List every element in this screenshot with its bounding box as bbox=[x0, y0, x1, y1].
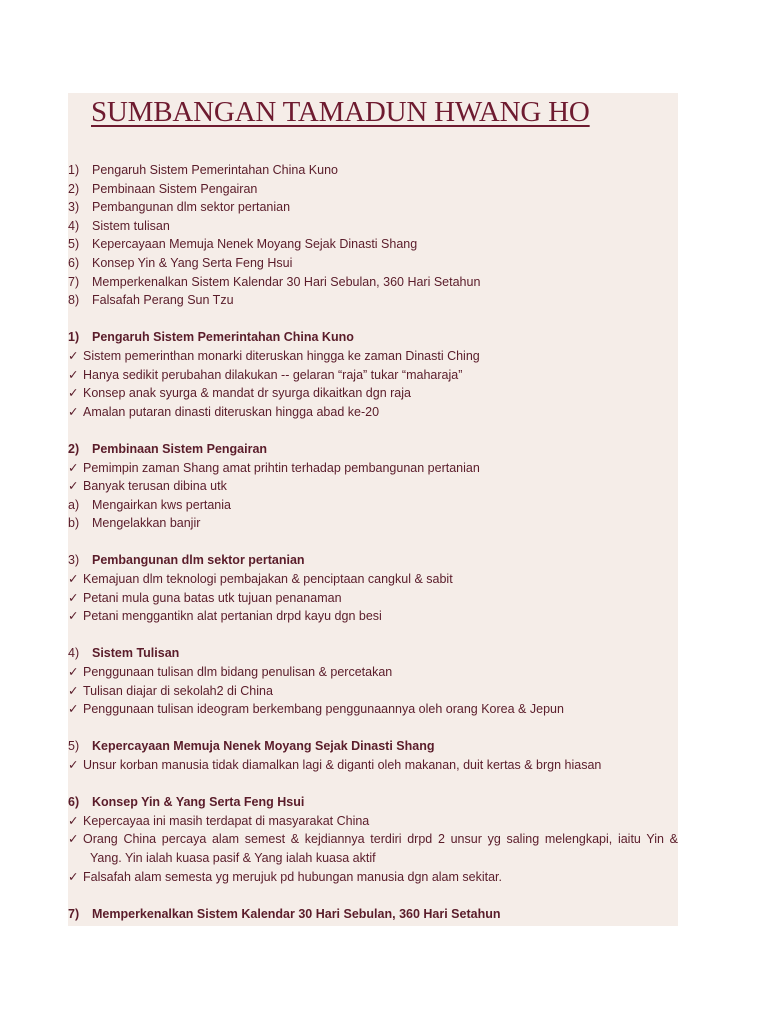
bullet-text: Sistem pemerinthan monarki diteruskan hingga ke zaman Dinasti Ching bbox=[83, 348, 480, 363]
bullet-item bbox=[68, 589, 678, 608]
check-icon: ✓ bbox=[68, 683, 79, 698]
bullet-text-continuation: Yang. Yin ialah kuasa pasif & Yang ialah kuasa aktif bbox=[90, 850, 376, 865]
bullet-item bbox=[68, 459, 678, 478]
section-heading bbox=[68, 905, 678, 924]
section-heading bbox=[68, 737, 678, 756]
section-7 bbox=[68, 905, 678, 924]
toc-text: Falsafah Perang Sun Tzu bbox=[92, 293, 234, 308]
sub-number: a) bbox=[68, 497, 80, 512]
toc-number: 5) bbox=[68, 237, 80, 252]
bullet-item bbox=[68, 682, 678, 701]
section-3 bbox=[68, 551, 678, 625]
check-icon: ✓ bbox=[68, 869, 79, 884]
check-icon: ✓ bbox=[68, 590, 79, 605]
sub-item bbox=[68, 514, 678, 533]
toc-text: Kepercayaan Memuja Nenek Moyang Sejak Dinasti Shang bbox=[92, 237, 418, 252]
spacer bbox=[68, 719, 678, 738]
section-4 bbox=[68, 644, 678, 718]
section-title: Pengaruh Sistem Pemerintahan China Kuno bbox=[92, 330, 354, 345]
toc-item bbox=[68, 273, 678, 292]
bullet-text: Pemimpin zaman Shang amat prihtin terhadap pembangunan pertanian bbox=[83, 460, 480, 475]
bullet-item bbox=[68, 477, 678, 496]
sub-item bbox=[68, 496, 678, 515]
bullet-text: Penggunaan tulisan dlm bidang penulisan & percetakan bbox=[83, 665, 393, 680]
toc-number: 4) bbox=[68, 218, 80, 233]
section-title: Memperkenalkan Sistem Kalendar 30 Hari Sebulan, 360 Hari Setahun bbox=[92, 906, 501, 921]
toc-text: Sistem tulisan bbox=[92, 218, 170, 233]
section-number: 2) bbox=[68, 441, 80, 456]
section-title: Pembangunan dlm sektor pertanian bbox=[92, 553, 305, 568]
section-title: Kepercayaan Memuja Nenek Moyang Sejak Dinasti Shang bbox=[92, 739, 435, 754]
spacer bbox=[68, 421, 678, 440]
section-heading bbox=[68, 440, 678, 459]
bullet-text: Orang China percaya alam semest & kejdiannya terdiri drpd 2 unsur yg saling melengkapi, iaitu Yin & bbox=[83, 832, 678, 847]
section-heading bbox=[68, 793, 678, 812]
bullet-item bbox=[68, 384, 678, 403]
check-icon: ✓ bbox=[68, 367, 79, 382]
toc-text: Memperkenalkan Sistem Kalendar 30 Hari Sebulan, 360 Hari Setahun bbox=[92, 274, 481, 289]
toc-item bbox=[68, 235, 678, 254]
bullet-item bbox=[68, 868, 678, 887]
bullet-text: Penggunaan tulisan ideogram berkembang penggunaannya oleh orang Korea & Jepun bbox=[83, 702, 564, 717]
spacer bbox=[68, 775, 678, 794]
toc-number: 2) bbox=[68, 181, 80, 196]
toc-text: Pengaruh Sistem Pemerintahan China Kuno bbox=[92, 163, 338, 177]
section-2 bbox=[68, 440, 678, 533]
toc-number: 7) bbox=[68, 274, 80, 289]
check-icon: ✓ bbox=[68, 758, 79, 772]
bullet-text: Amalan putaran dinasti diteruskan hingga abad ke-20 bbox=[83, 404, 380, 419]
toc-item bbox=[68, 291, 678, 310]
check-icon: ✓ bbox=[68, 404, 79, 419]
toc-text: Konsep Yin & Yang Serta Feng Hsui bbox=[92, 255, 293, 270]
bullet-item bbox=[68, 607, 678, 626]
section-number: 1) bbox=[68, 330, 80, 345]
spacer bbox=[68, 626, 678, 645]
check-icon: ✓ bbox=[68, 348, 79, 363]
check-icon: ✓ bbox=[68, 813, 79, 828]
bullet-text: Kemajuan dlm teknologi pembajakan & penciptaan cangkul & sabit bbox=[83, 572, 453, 587]
check-icon: ✓ bbox=[68, 386, 79, 401]
sub-text: Mengairkan kws pertania bbox=[92, 497, 231, 512]
toc-number: 6) bbox=[68, 255, 80, 270]
bullet-item bbox=[68, 570, 678, 589]
bullet-text: Petani mula guna batas utk tujuan penanaman bbox=[83, 590, 342, 605]
check-icon: ✓ bbox=[68, 832, 79, 847]
toc-item bbox=[68, 161, 678, 180]
bullet-text: Unsur korban manusia tidak diamalkan lagi & diganti oleh makanan, duit kertas & brgn hiasan bbox=[83, 758, 602, 772]
toc-text: Pembinaan Sistem Pengairan bbox=[92, 181, 258, 196]
page-title: SUMBANGAN TAMADUN HWANG HO bbox=[91, 96, 590, 128]
section-6 bbox=[68, 793, 678, 886]
bullet-item bbox=[68, 830, 678, 849]
document-content bbox=[68, 161, 678, 923]
section-heading bbox=[68, 328, 678, 347]
bullet-text: Konsep anak syurga & mandat dr syurga dikaitkan dgn raja bbox=[83, 386, 411, 401]
section-number: 4) bbox=[68, 646, 80, 661]
bullet-item bbox=[68, 700, 678, 719]
bullet-item bbox=[68, 403, 678, 422]
bullet-text: Banyak terusan dibina utk bbox=[83, 479, 227, 494]
check-icon: ✓ bbox=[68, 665, 79, 680]
bullet-item bbox=[68, 812, 678, 831]
bullet-text: Tulisan diajar di sekolah2 di China bbox=[83, 683, 273, 698]
toc-text: Pembangunan dlm sektor pertanian bbox=[92, 200, 291, 215]
section-number: 6) bbox=[68, 795, 80, 810]
bullet-text: Falsafah alam semesta yg merujuk pd hubungan manusia dgn alam sekitar. bbox=[83, 869, 502, 884]
check-icon: ✓ bbox=[68, 572, 79, 587]
check-icon: ✓ bbox=[68, 460, 79, 475]
sub-number: b) bbox=[68, 516, 80, 531]
toc-item bbox=[68, 254, 678, 273]
bullet-text: Petani menggantikn alat pertanian drpd kayu dgn besi bbox=[83, 609, 382, 624]
check-icon: ✓ bbox=[68, 479, 79, 494]
toc-number: 8) bbox=[68, 293, 80, 308]
toc-item bbox=[68, 198, 678, 217]
bullet-text: Kepercayaa ini masih terdapat di masyarakat China bbox=[83, 813, 370, 828]
section-heading bbox=[68, 551, 678, 570]
bullet-text: Hanya sedikit perubahan dilakukan -- gelaran “raja” tukar “maharaja” bbox=[83, 367, 463, 382]
bullet-item bbox=[68, 366, 678, 385]
check-icon: ✓ bbox=[68, 609, 79, 624]
bullet-item bbox=[68, 663, 678, 682]
spacer bbox=[68, 886, 678, 905]
toc-number: 3) bbox=[68, 200, 80, 215]
section-title: Konsep Yin & Yang Serta Feng Hsui bbox=[92, 795, 305, 810]
check-icon: ✓ bbox=[68, 702, 79, 717]
section-title: Sistem Tulisan bbox=[92, 646, 180, 661]
toc-item bbox=[68, 180, 678, 199]
section-number: 7) bbox=[68, 906, 80, 921]
toc-number: 1) bbox=[68, 163, 80, 177]
section-1 bbox=[68, 328, 678, 421]
toc-item bbox=[68, 217, 678, 236]
section-number: 5) bbox=[68, 739, 80, 754]
bullet-item bbox=[68, 756, 678, 775]
spacer bbox=[68, 533, 678, 552]
sub-text: Mengelakkan banjir bbox=[92, 516, 201, 531]
spacer bbox=[68, 310, 678, 329]
section-5 bbox=[68, 737, 678, 774]
section-title: Pembinaan Sistem Pengairan bbox=[92, 441, 268, 456]
section-heading bbox=[68, 644, 678, 663]
section-number: 3) bbox=[68, 553, 80, 568]
bullet-item bbox=[68, 347, 678, 366]
toc-list bbox=[68, 161, 678, 310]
